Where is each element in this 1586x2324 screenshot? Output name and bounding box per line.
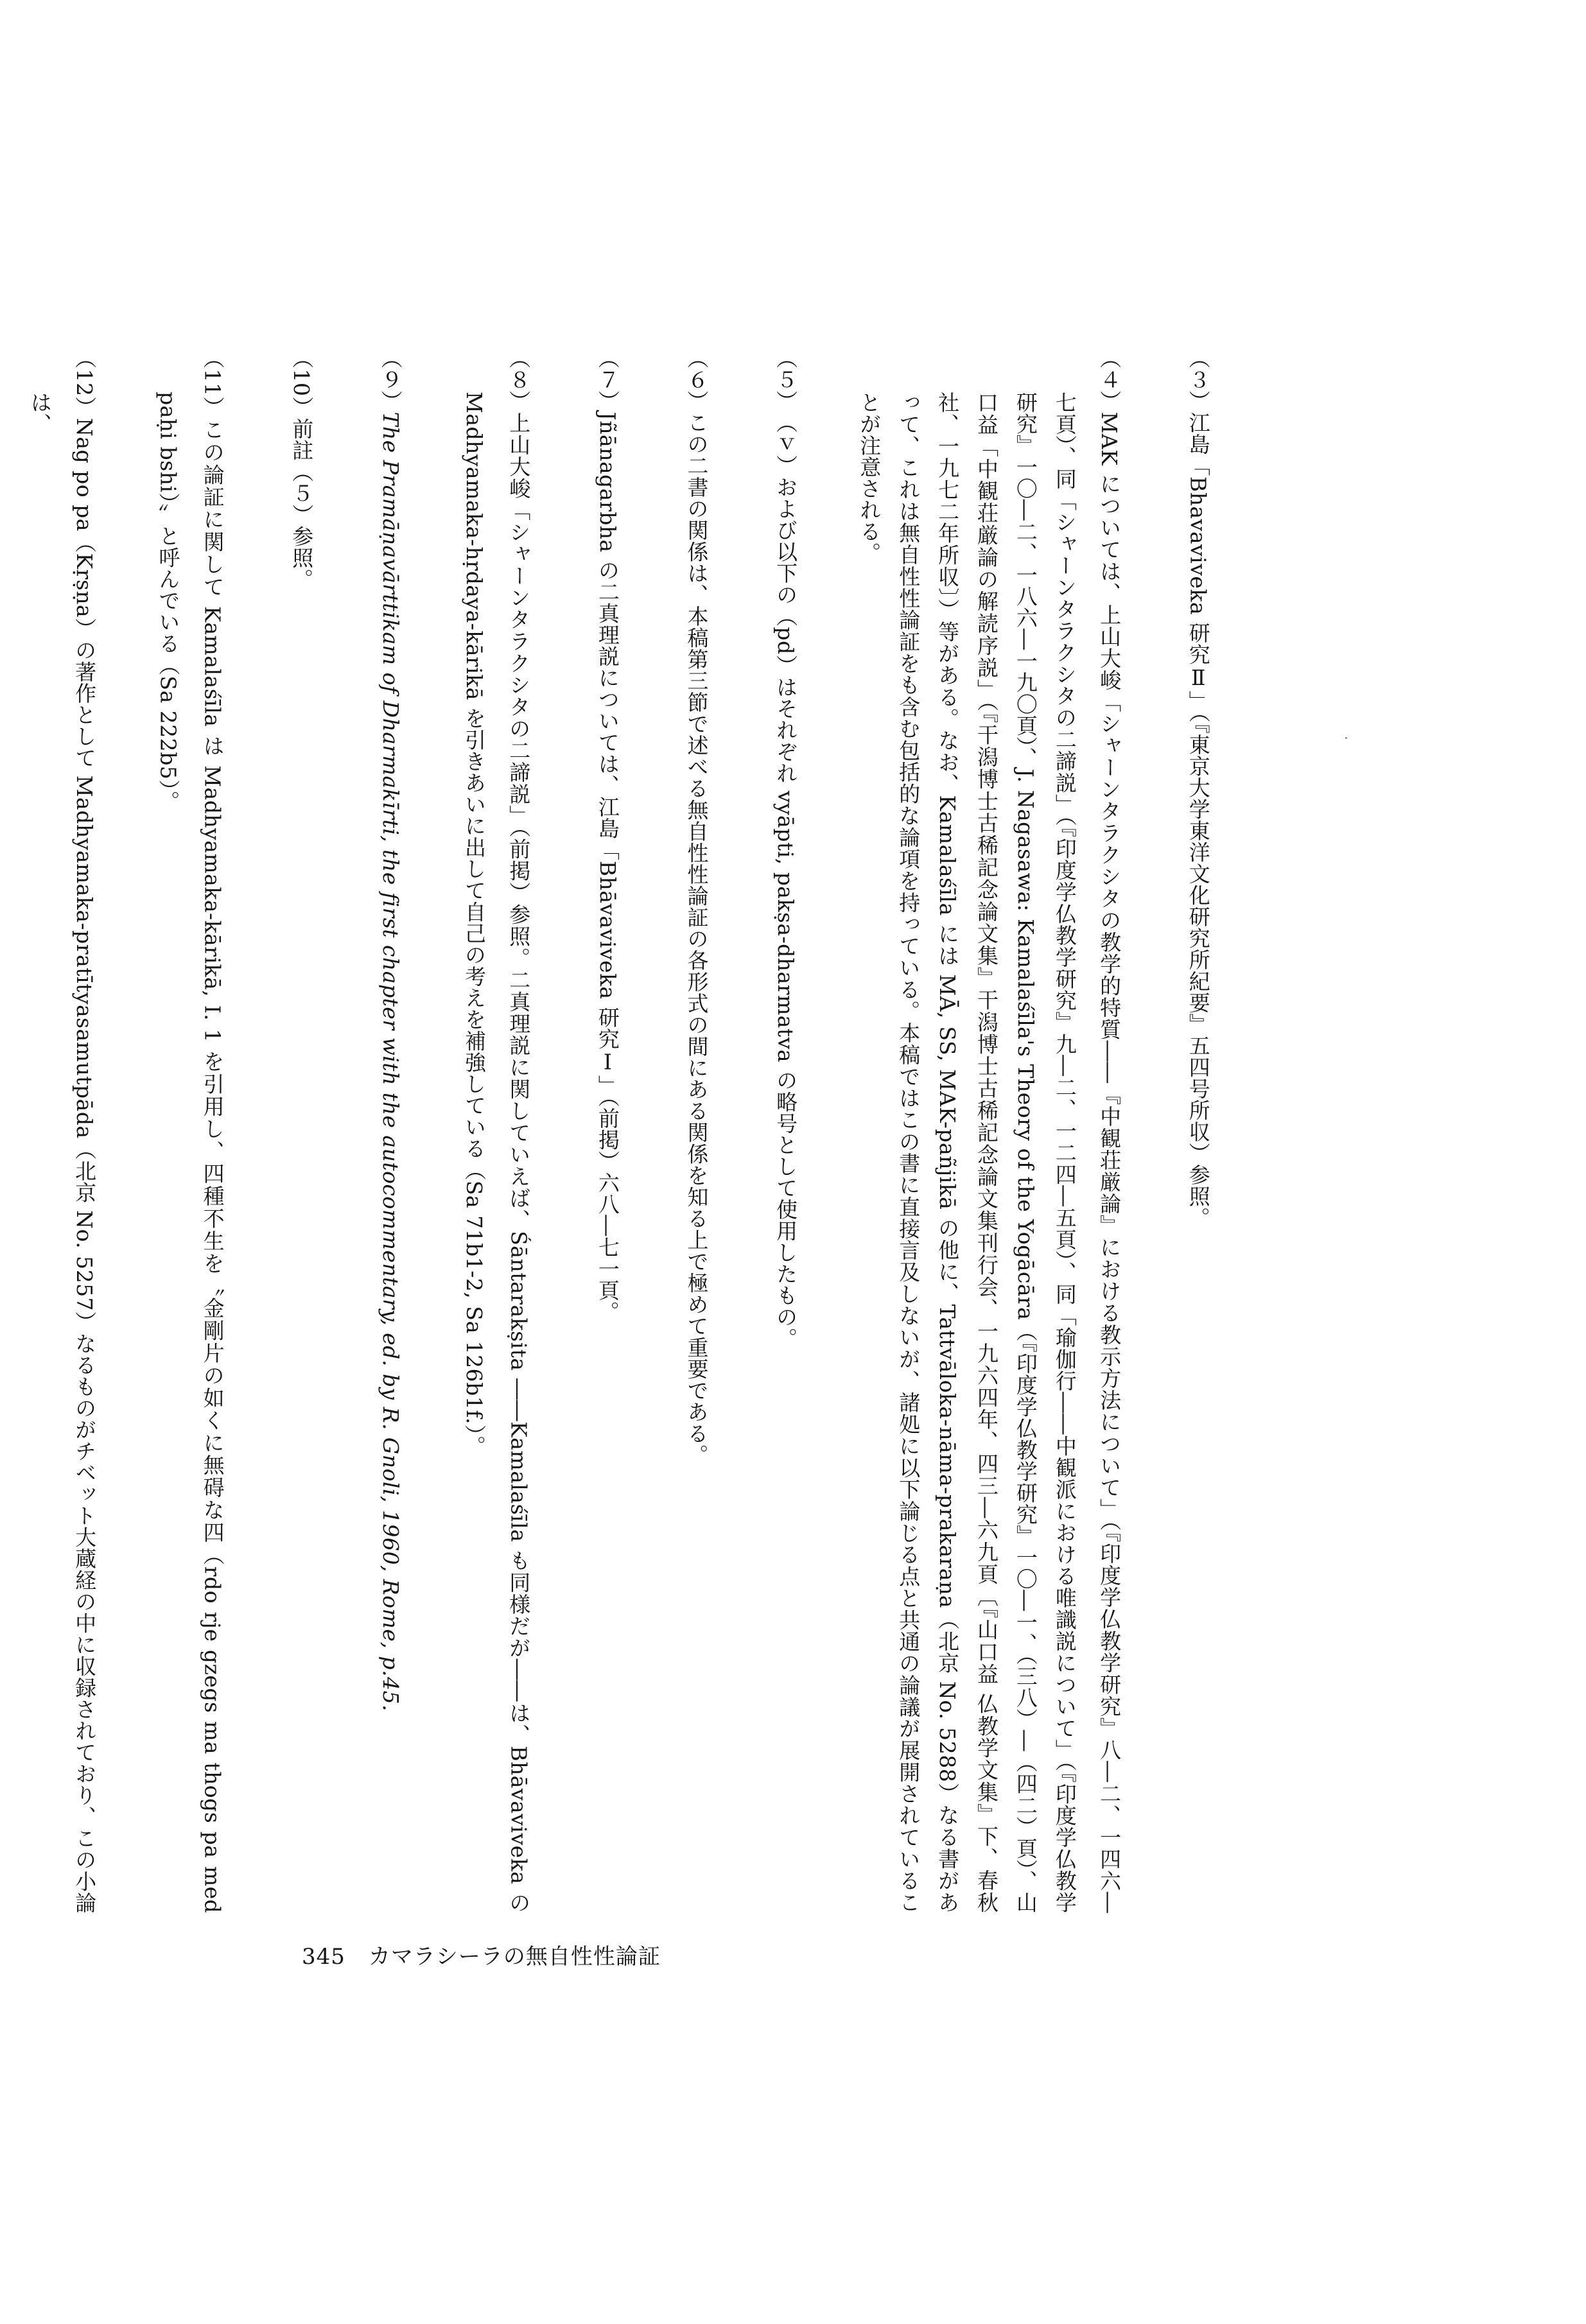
endnote-12-quotation bbox=[0, 392, 20, 1913]
endnote-3 bbox=[1172, 347, 1262, 1913]
scan-speck bbox=[1345, 737, 1347, 739]
endnote-12 bbox=[20, 347, 148, 1913]
endnote-4 bbox=[849, 347, 1172, 1914]
endnote-6 bbox=[671, 347, 760, 1913]
endnote-text: （ｖ）および以下の（pd）はそれぞれ vyāpti, pakṣa-dharmatva の略号として使用したもの。 bbox=[773, 412, 799, 1349]
endnote-number: （６） bbox=[684, 347, 710, 412]
endnote-text: MAK については、上山大峻「シャーンタラクシタの教学的特質――『中観荘厳論』における教示方法について」（『印度学仏教学研究』八―二、一四六―七頁）、同「シャーンタラクシタの二諦説」（『印度学仏教学研究』九―二、一二四―五頁）、同「瑜伽行――中観派における唯識説について」（『印度学仏教学研究』一〇―二、一八六―一九〇頁）、J. Nagasawa: Kamalaśīla's Theory of the Yogācāra（『印度学仏教学研究』一〇―一、（三八）―（四二）頁）、山口益「中観荘厳論の解読序説」（『干潟博士古稀記念論文集』干潟博士古稀記念論文集刊行会、一九六四年、四三―六九頁〔『山口益 仏教学文集』下、春秋社、一九七二年所収〕）等がある。なお、Kamalaśīla には MĀ, SS, MAK-pañjikā の他に、Tattvāloka-nāma-prakaraṇa（北京 No. 5288）なる書があって、これは無自性性論証をも含む包括的な論項を持っている。本稿ではこの書に直接言及しないが、諸処に以下論じる点と共通の論議が展開されていることが注意される。 bbox=[857, 392, 1122, 1914]
endnote-text: Jñānagarbha の二真理説については、江島「Bhāvaviveka 研究Ⅰ」（前掲）六八―七一頁。 bbox=[595, 412, 620, 1322]
endnote-8 bbox=[454, 347, 582, 1913]
endnote-text: The Pramāṇavārttikam of Dharmakīrti, the first chapter with the autocommentary, ed. by R. Gnoli, 1960, Rome, p.45. bbox=[378, 412, 403, 1712]
endnote-text: 江島「Bhavaviveka 研究Ⅱ」（『東京大学東洋文化研究所紀要』五四号所収）参照。 bbox=[1185, 412, 1211, 1229]
endnote-text: Nag po pa（Kṛṣṇa）の著作として Madhyamaka-pratītyasamutpāda（北京 No. 5257）なるものがチベット大蔵経の中に収録されており、この小論は、 bbox=[27, 392, 98, 1913]
page-footer bbox=[302, 1939, 661, 1970]
endnote-number: （10） bbox=[289, 347, 315, 418]
endnote-5 bbox=[760, 347, 850, 1913]
endnote-text: 上山大峻「シャーンタラクシタの二諦説」（前掲）参照。二真理説に関していえば、Śāntarakṣita ――Kamalaśīla も同様だが――は、Bhāvaviveka の Madhyamaka-hṛdaya-kārikā を引きあいに出して自己の考えを補強している（Sa 71b1-2, Sa 126b1f.）。 bbox=[462, 392, 532, 1913]
endnote-10 bbox=[276, 347, 365, 1913]
endnote-7 bbox=[582, 347, 672, 1913]
running-title: カマラシーラの無自性性論証 bbox=[368, 1944, 661, 1970]
page-number: 345 bbox=[302, 1944, 345, 1970]
endnote-number: （３） bbox=[1185, 347, 1211, 412]
endnote-number: （４） bbox=[1097, 347, 1122, 412]
endnote-number: （12） bbox=[72, 347, 98, 418]
endnotes bbox=[27, 347, 1262, 1914]
endnote-9 bbox=[365, 347, 455, 1913]
endnote-text: 前註（５）参照。 bbox=[289, 417, 315, 590]
endnote-number: （８） bbox=[506, 347, 532, 412]
endnote-number: （７） bbox=[595, 347, 620, 412]
endnote-number: （11） bbox=[200, 347, 225, 418]
endnote-number: （９） bbox=[378, 347, 403, 412]
endnote-11 bbox=[148, 347, 276, 1913]
endnote-text: この二書の関係は、本稿第三節で述べる無自性性論証の各形式の間にある関係を知る上で極めて重要である。 bbox=[684, 412, 710, 1466]
endnote-text: この論証に関して Kamalaśīla は Madhyamaka-kārikā, I. 1 を引用し、四種不生を〝金剛片の如くに無碍な四（rdo rje gzegs ma thogs pa med paḥi bshi）〟と呼んでいる（Sa 222b5）。 bbox=[155, 392, 225, 1913]
endnote-number: （５） bbox=[773, 347, 799, 412]
